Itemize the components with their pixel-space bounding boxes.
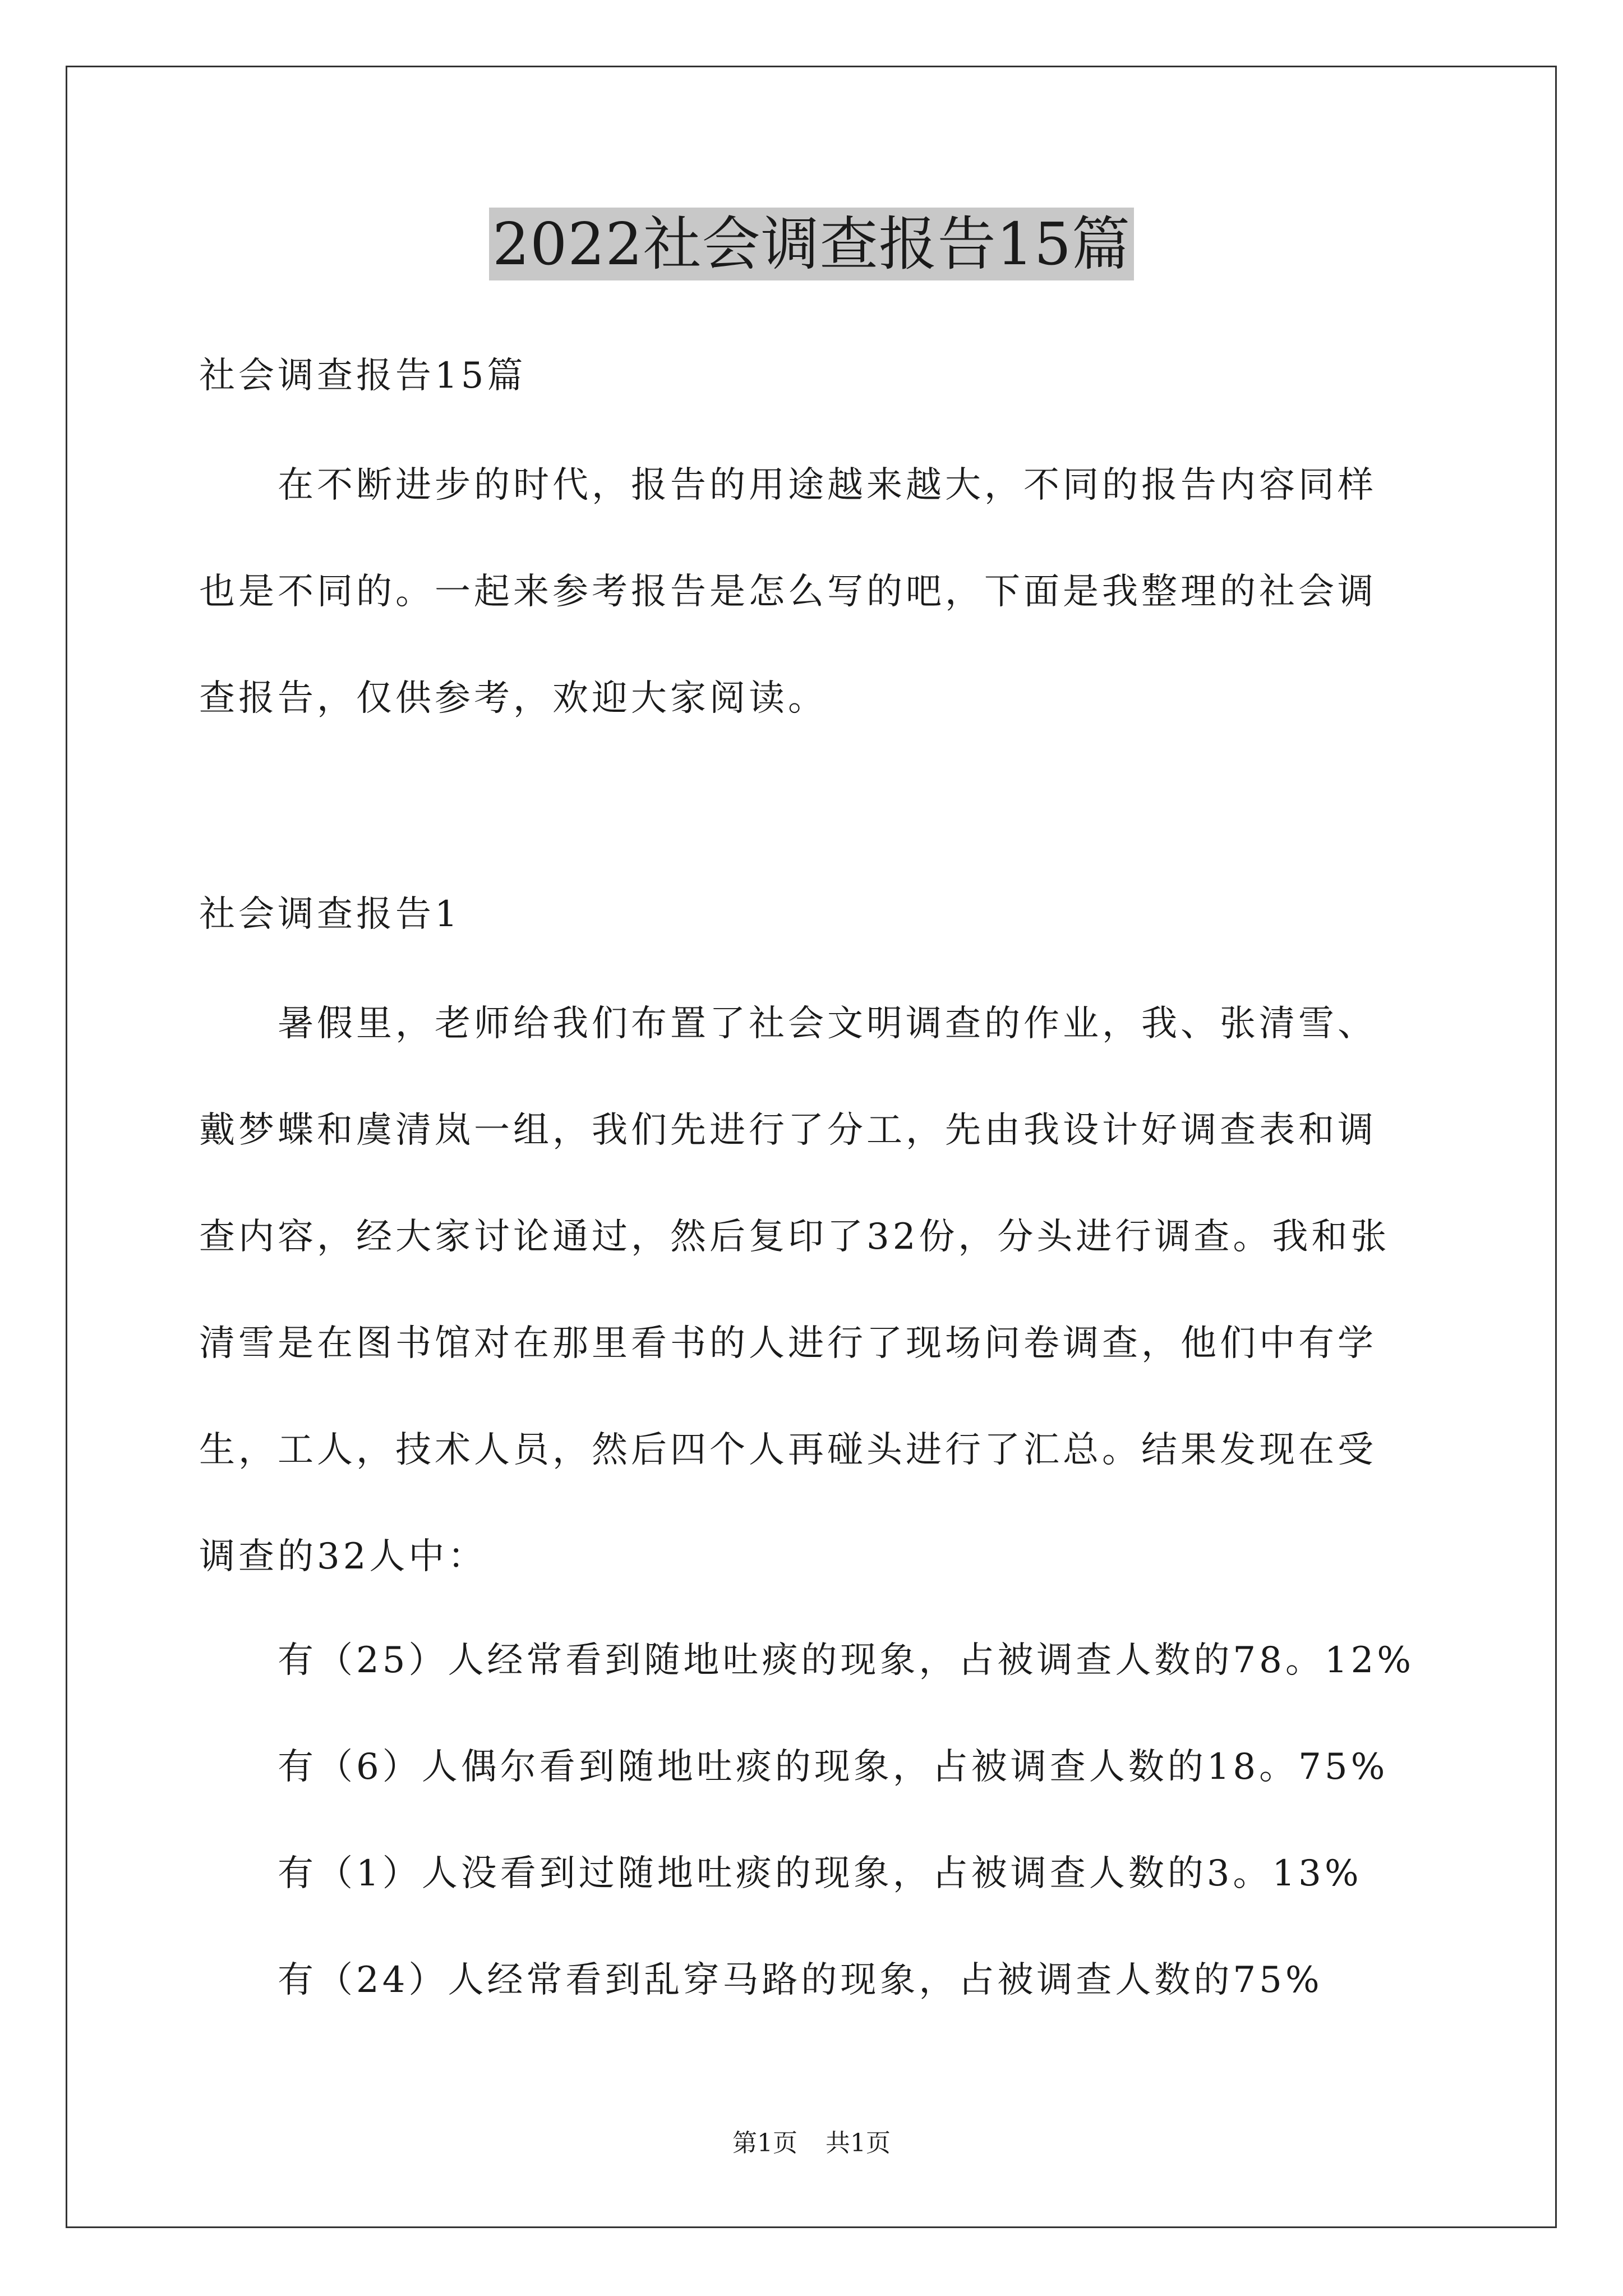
finding-line: 有（24）人经常看到乱穿马路的现象，占被调查人数的75% <box>278 1959 1323 2001</box>
body-paragraph-line: 戴梦蝶和虞清岚一组，我们先进行了分工，先由我设计好调查表和调 <box>199 1110 1377 1151</box>
page-number: 第1页 <box>732 2129 797 2157</box>
body-paragraph-line: 清雪是在图书馆对在那里看书的人进行了现场问卷调查，他们中有学 <box>199 1323 1377 1364</box>
page-footer <box>0 2128 1623 2159</box>
finding-line: 有（1）人没看到过随地吐痰的现象，占被调查人数的3。13% <box>278 1853 1362 1894</box>
page-total: 共1页 <box>826 2129 891 2157</box>
title-container <box>0 208 1623 280</box>
body-paragraph-line: 生，工人，技术人员，然后四个人再碰头进行了汇总。结果发现在受 <box>199 1429 1377 1471</box>
intro-paragraph-line: 在不断进步的时代，报告的用途越来越大，不同的报告内容同样 <box>278 464 1377 506</box>
intro-paragraph-line: 查报告，仅供参考，欢迎大家阅读。 <box>199 678 827 719</box>
intro-paragraph-line: 也是不同的。一起来参考报告是怎么写的吧，下面是我整理的社会调 <box>199 571 1377 613</box>
body-paragraph-line: 调查的32人中： <box>199 1536 487 1577</box>
section-heading: 社会调查报告1 <box>199 894 461 935</box>
document-title: 2022社会调查报告15篇 <box>489 208 1134 280</box>
finding-line: 有（25）人经常看到随地吐痰的现象，占被调查人数的78。12% <box>278 1640 1415 1681</box>
finding-line: 有（6）人偶尔看到随地吐痰的现象，占被调查人数的18。75% <box>278 1746 1389 1788</box>
document-subtitle: 社会调查报告15篇 <box>199 355 527 397</box>
body-paragraph-line: 查内容，经大家讨论通过，然后复印了32份，分头进行调查。我和张 <box>199 1216 1390 1258</box>
body-paragraph-line: 暑假里，老师给我们布置了社会文明调查的作业，我、张清雪、 <box>278 1003 1377 1045</box>
